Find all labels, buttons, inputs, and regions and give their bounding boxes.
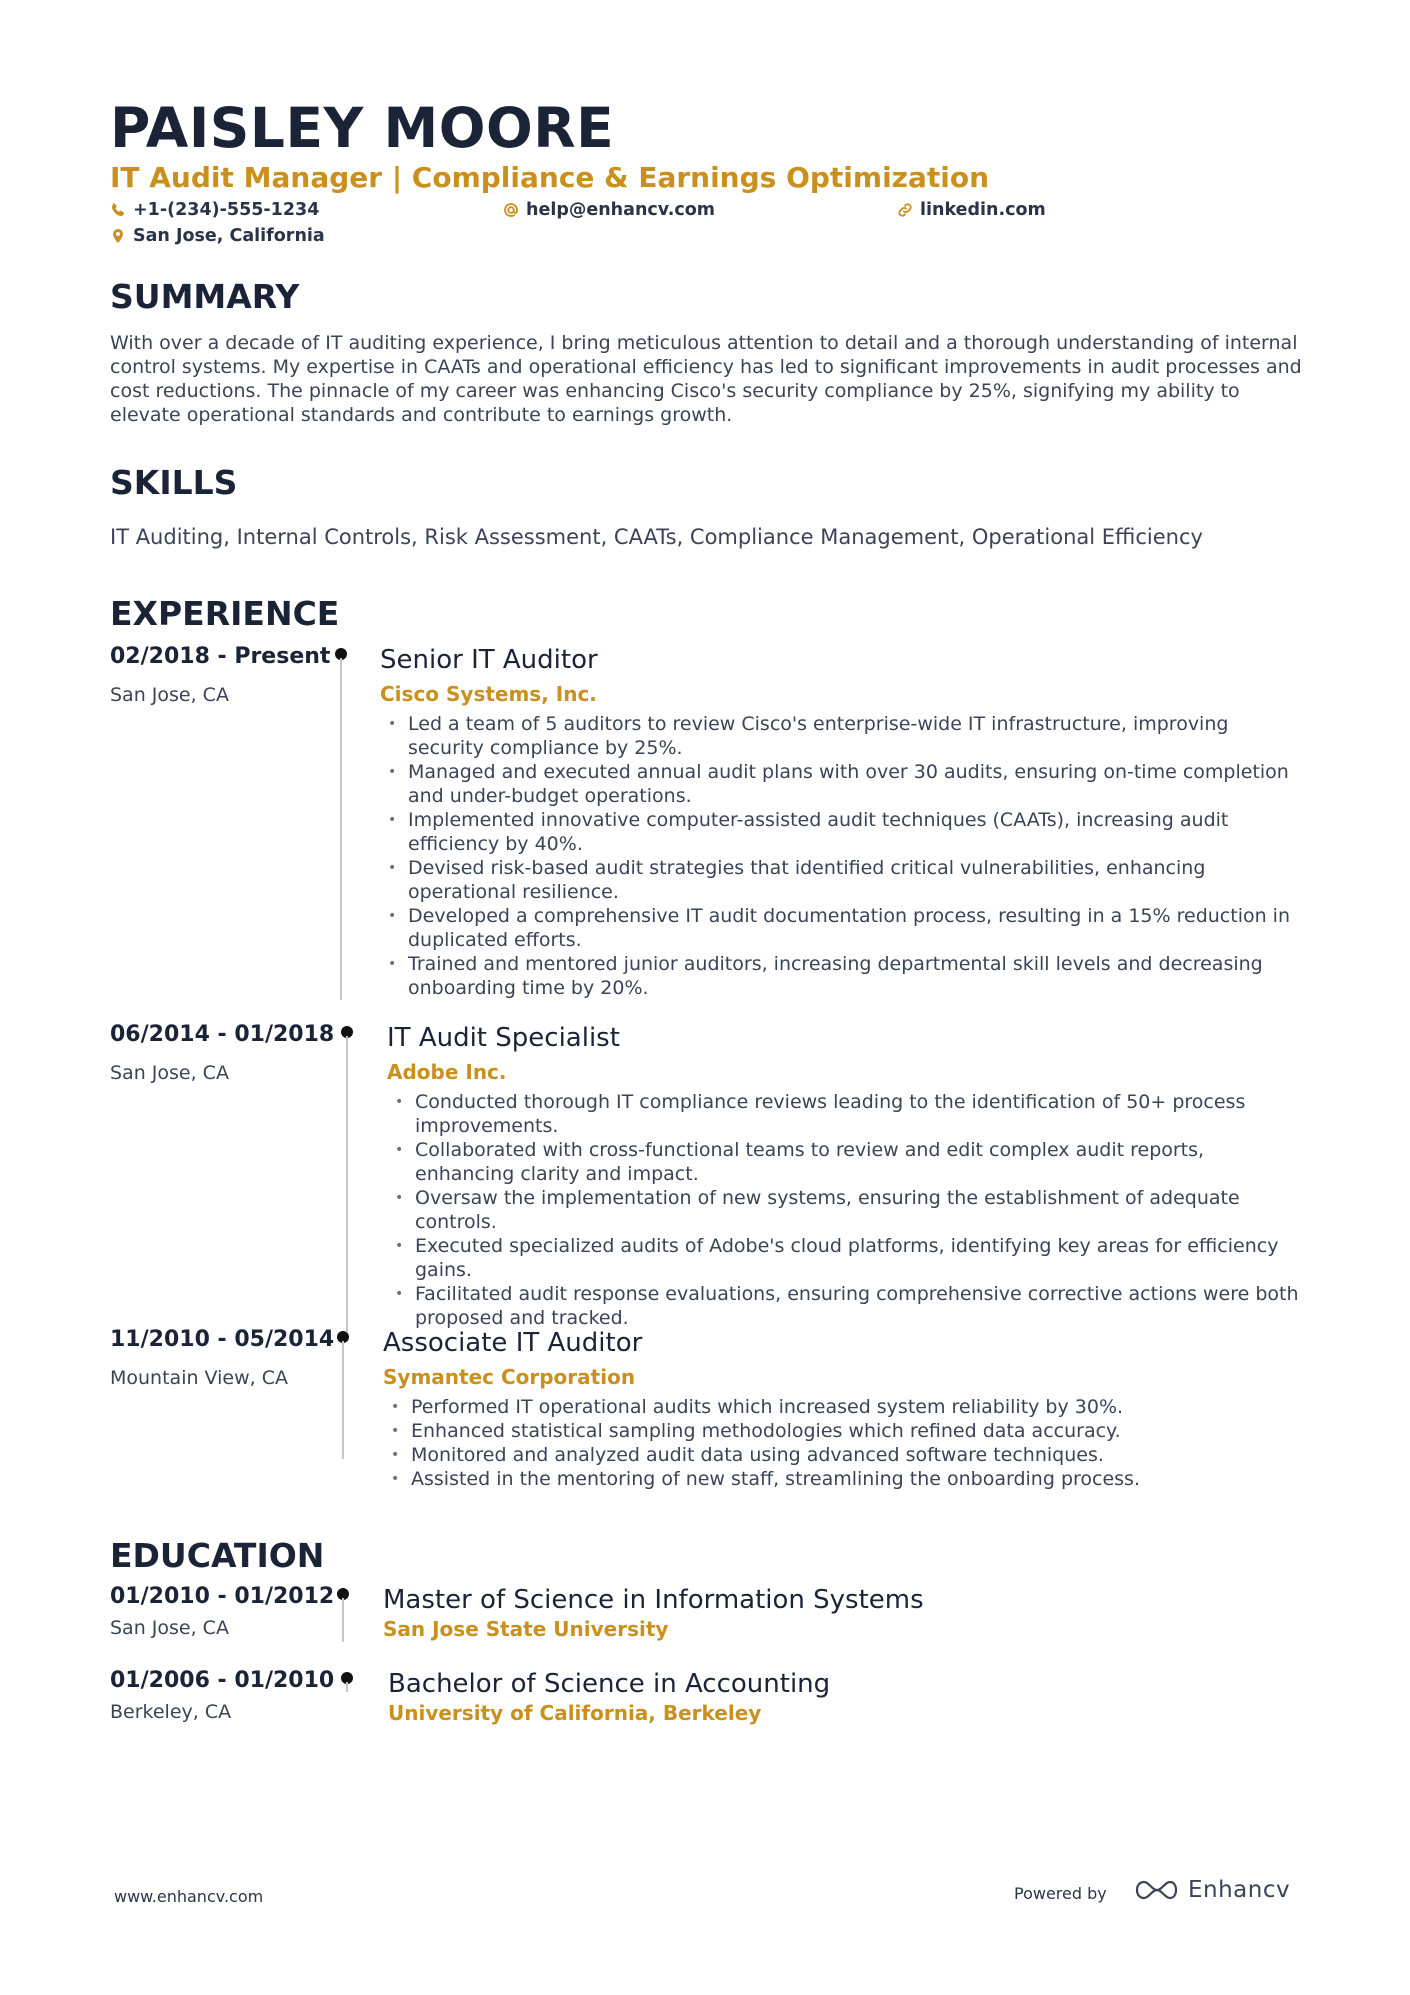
education-school: San Jose State University	[383, 1617, 669, 1641]
list-item: • Developed a comprehensive IT audit documentation process, resulting in a 15% reduction in duplicated efforts.	[388, 905, 1291, 951]
experience-location: San Jose, CA	[110, 1062, 229, 1084]
contact-phone	[110, 198, 319, 222]
list-item: • Trained and mentored junior auditors, increasing departmental skill levels and decreasing onboarding time by 20%.	[388, 953, 1263, 999]
skills-heading: SKILLS	[110, 463, 238, 502]
education-date: 01/2006 - 01/2010	[110, 1668, 335, 1693]
experience-role: Associate IT Auditor	[383, 1328, 643, 1358]
list-item: • Monitored and analyzed audit data using advanced software techniques.	[391, 1444, 1104, 1466]
experience-date: 02/2018 - Present	[110, 644, 331, 669]
list-item: • Conducted thorough IT compliance reviews leading to the identification of 50+ process improvements.	[395, 1091, 1246, 1137]
list-item: • Devised risk-based audit strategies that identified critical vulnerabilities, enhancing operational resilience.	[388, 857, 1206, 903]
experience-role: Senior IT Auditor	[380, 645, 598, 675]
footer-website[interactable]: www.enhancv.com	[114, 1887, 264, 1906]
list-item: • Led a team of 5 auditors to review Cisco's enterprise-wide IT infrastructure, improving security compliance by 25%.	[388, 713, 1229, 759]
experience-entry	[110, 642, 1310, 1012]
experience-role: IT Audit Specialist	[387, 1023, 620, 1053]
list-item: • Implemented innovative computer-assisted audit techniques (CAATs), increasing audit efficiency by 40%.	[388, 809, 1229, 855]
contact-email	[503, 198, 715, 222]
education-degree: Master of Science in Information Systems	[383, 1585, 924, 1615]
education-school: University of California, Berkeley	[388, 1701, 762, 1725]
footer-brand-logo[interactable]	[1134, 1877, 1290, 1903]
candidate-name: PAISLEY MOORE	[110, 96, 615, 160]
contact-link	[897, 198, 1046, 222]
experience-date: 06/2014 - 01/2018	[110, 1022, 335, 1047]
education-entry	[110, 1582, 1310, 1662]
experience-heading: EXPERIENCE	[110, 594, 340, 633]
list-item: • Assisted in the mentoring of new staff, streamlining the onboarding process.	[391, 1468, 1140, 1490]
experience-company: Cisco Systems, Inc.	[380, 682, 597, 706]
email-text[interactable]: help@enhancv.com	[526, 200, 716, 220]
summary-heading: SUMMARY	[110, 277, 300, 316]
timeline-line	[346, 1682, 348, 1692]
timeline-line	[342, 1341, 344, 1459]
footer-powered-by: Powered by	[1014, 1884, 1107, 1903]
contact-location	[110, 224, 325, 248]
skills-text: IT Auditing, Internal Controls, Risk Assessment, CAATs, Compliance Management, Operational Efficiency	[110, 525, 1203, 549]
list-item: • Managed and executed annual audit plans with over 30 audits, ensuring on-time completion and under-budget operations.	[388, 761, 1289, 807]
footer-brand-name: Enhancv	[1188, 1877, 1291, 1903]
phone-text[interactable]: +1-(234)-555-1234	[133, 200, 320, 220]
experience-company: Adobe Inc.	[387, 1060, 507, 1084]
education-entry	[110, 1666, 1310, 1746]
summary-text: With over a decade of IT auditing experience, I bring meticulous attention to detail and a thorough understanding of internal control systems. My expertise in CAATs and operational efficiency has led to significant improvements in audit processes and cost reductions. The pinnacle of my career was enhancing Cisco's security compliance by 25%, signifying my ability to elevate operational standards and contribute to earnings growth.	[110, 332, 1302, 426]
phone-icon	[110, 202, 126, 218]
experience-location: San Jose, CA	[110, 684, 229, 706]
education-location: San Jose, CA	[110, 1617, 229, 1639]
experience-bullets	[387, 1090, 1307, 1330]
timeline-line	[346, 1036, 348, 1332]
candidate-headline: IT Audit Manager | Compliance & Earnings Optimization	[110, 161, 990, 194]
list-item: • Oversaw the implementation of new systems, ensuring the establishment of adequate controls.	[395, 1187, 1240, 1233]
experience-bullets	[383, 1395, 1303, 1491]
education-location: Berkeley, CA	[110, 1701, 232, 1723]
timeline-line	[342, 1598, 344, 1642]
location-text: San Jose, California	[133, 226, 325, 246]
location-pin-icon	[110, 228, 126, 244]
timeline-line	[340, 658, 342, 1000]
experience-company: Symantec Corporation	[383, 1365, 636, 1389]
list-item: • Performed IT operational audits which increased system reliability by 30%.	[391, 1396, 1124, 1418]
education-degree: Bachelor of Science in Accounting	[388, 1669, 831, 1699]
education-date: 01/2010 - 01/2012	[110, 1584, 335, 1609]
experience-entry	[110, 1020, 1310, 1329]
enhancv-logo-icon	[1134, 1877, 1180, 1903]
education-heading: EDUCATION	[110, 1536, 325, 1575]
list-item: • Executed specialized audits of Adobe's cloud platforms, identifying key areas for efficiency gains.	[395, 1235, 1279, 1281]
experience-date: 11/2010 - 05/2014	[110, 1327, 335, 1352]
experience-bullets	[380, 712, 1300, 1000]
list-item: • Collaborated with cross-functional teams to review and edit complex audit reports, enhancing clarity and impact.	[395, 1139, 1205, 1185]
experience-entry	[110, 1325, 1310, 1505]
list-item: • Facilitated audit response evaluations, ensuring comprehensive corrective actions were both proposed and tracked.	[395, 1283, 1299, 1329]
at-sign-icon	[503, 202, 519, 218]
link-icon	[897, 202, 913, 218]
list-item: • Enhanced statistical sampling methodologies which refined data accuracy.	[391, 1420, 1121, 1442]
experience-location: Mountain View, CA	[110, 1367, 288, 1389]
link-text[interactable]: linkedin.com	[920, 200, 1046, 220]
